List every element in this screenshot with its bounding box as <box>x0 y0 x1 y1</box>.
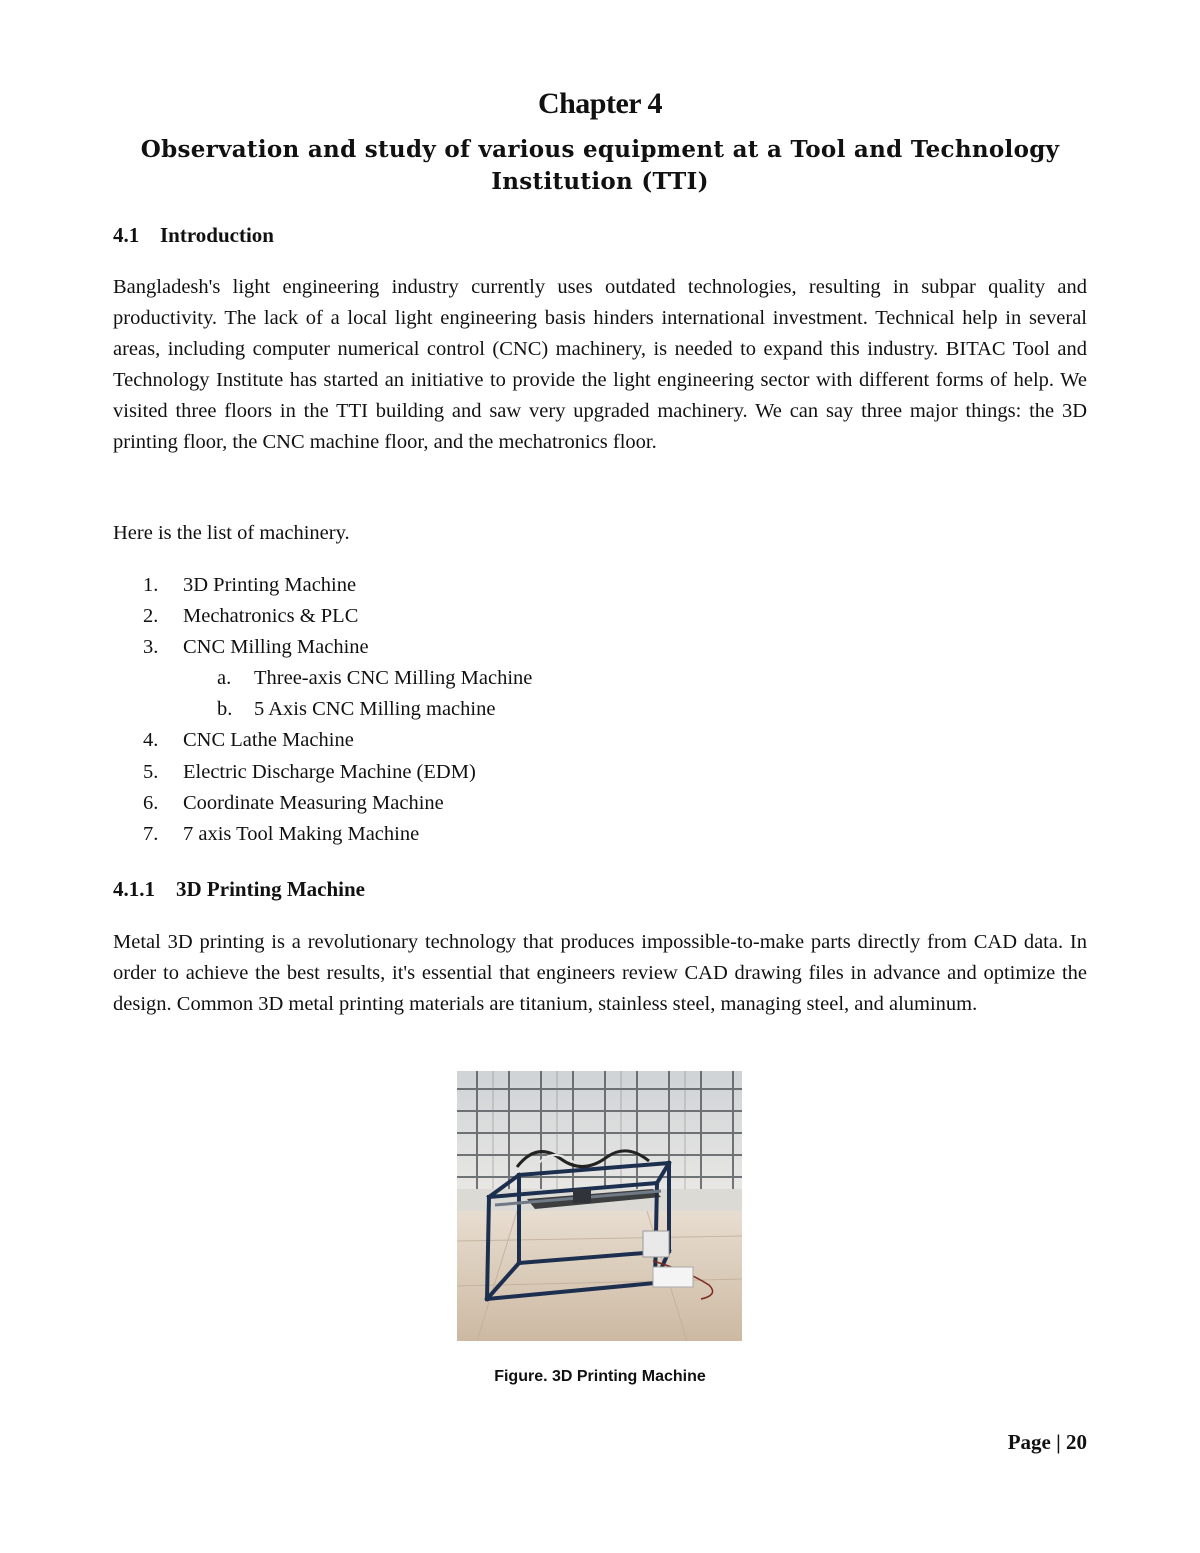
section-title: Introduction <box>160 223 274 247</box>
list-number: 3. <box>143 636 159 659</box>
list-item <box>113 757 1087 788</box>
figure-caption: Figure. 3D Printing Machine <box>494 1368 706 1385</box>
list-text: Mechatronics & PLC <box>183 605 359 628</box>
list-letter: b. <box>217 698 233 721</box>
subsection-heading <box>113 875 365 903</box>
chapter-label: Chapter 4 <box>537 87 663 120</box>
subsection-title: 3D Printing Machine <box>176 877 365 901</box>
machinery-list <box>113 570 1087 850</box>
list-text: Three-axis CNC Milling Machine <box>254 667 533 690</box>
list-subitem <box>113 694 1087 725</box>
list-text: Coordinate Measuring Machine <box>183 791 444 814</box>
list-number: 7. <box>143 822 159 845</box>
list-number: 2. <box>143 605 159 628</box>
list-subitem <box>113 663 1087 694</box>
list-item <box>113 725 1087 756</box>
list-text: 7 axis Tool Making Machine <box>183 822 420 845</box>
list-number: 1. <box>143 574 159 596</box>
printer-photo-image <box>457 1071 742 1341</box>
page-number: Page | 20 <box>1007 1430 1087 1454</box>
list-intro: Here is the list of machinery. <box>113 522 350 544</box>
list-letter: a. <box>217 667 232 690</box>
list-item <box>113 601 1087 632</box>
list-number: 6. <box>143 791 159 814</box>
printing-paragraph: Metal 3D printing is a revolutionary technology that produces impossible-to-make parts directly from CAD data. In order to achieve the best results, it's essential that engineers review CAD drawing files in advance and optimize the design. Common 3D metal printing materials are titanium, stainless steel, managing steel, and aluminum. <box>113 931 1087 1015</box>
list-text: Electric Discharge Machine (EDM) <box>183 760 476 783</box>
section-heading <box>113 221 274 249</box>
subsection-number: 4.1.1 <box>113 877 155 901</box>
list-number: 5. <box>143 760 159 783</box>
list-text: CNC Lathe Machine <box>183 729 354 752</box>
list-item <box>113 819 1087 850</box>
list-text: 3D Printing Machine <box>183 574 357 596</box>
list-item <box>113 632 1087 663</box>
section-number: 4.1 <box>113 223 140 247</box>
printer-photo <box>457 1071 742 1341</box>
list-text: 5 Axis CNC Milling machine <box>254 698 496 721</box>
list-item <box>113 788 1087 819</box>
list-item <box>113 570 1087 601</box>
list-text: CNC Milling Machine <box>183 636 369 659</box>
intro-paragraph: Bangladesh's light engineering industry currently uses outdated technologies, resulting in subpar quality and productivity. The lack of a local light engineering basis hinders international investment. Technical help in several areas, including computer numerical control (CNC) machinery, is needed to expand this industry. BITAC Tool and Technology Institute has started an initiative to provide the light engineering sector with different forms of help. We visited three floors in the TTI building and saw very upgraded machinery. We can say three major things: the 3D printing floor, the CNC machine floor, and the mechatronics floor. <box>113 276 1087 453</box>
list-number: 4. <box>143 729 159 752</box>
chapter-title: Observation and study of various equipment at a Tool and Technology Institution (TTI) <box>140 136 1060 195</box>
